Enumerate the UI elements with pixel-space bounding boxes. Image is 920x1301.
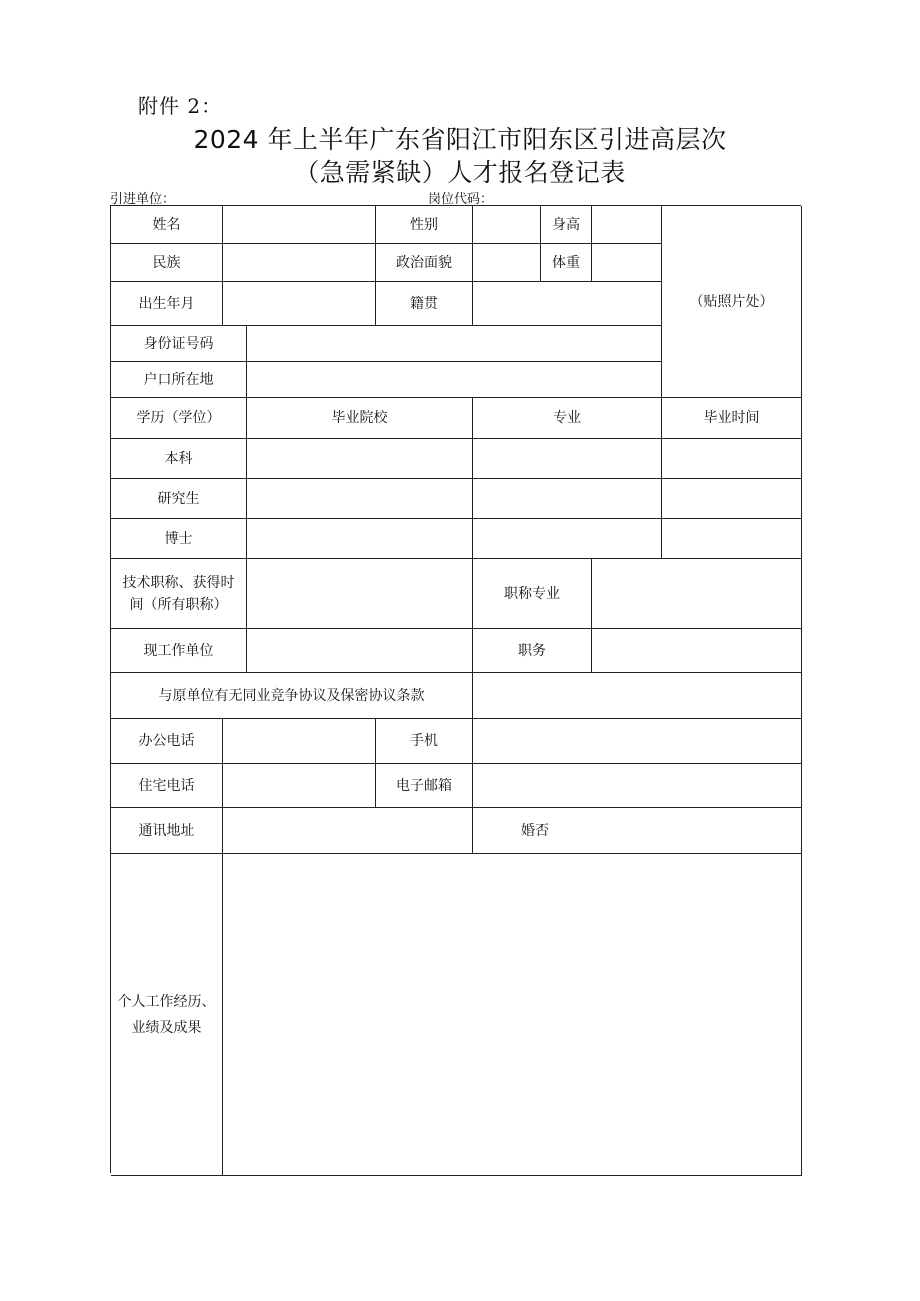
title-major-field[interactable] <box>592 559 802 629</box>
name-field[interactable] <box>223 206 376 244</box>
experience-label <box>111 854 223 1176</box>
doctor-label: 博士 <box>111 519 247 559</box>
noncompete-field[interactable] <box>473 673 802 719</box>
doctor-grad-time-field[interactable] <box>662 519 802 559</box>
weight-field[interactable] <box>592 244 662 282</box>
school-header: 毕业院校 <box>247 398 473 439</box>
bachelor-grad-time-field[interactable] <box>662 439 802 479</box>
bachelor-school-field[interactable] <box>247 439 473 479</box>
attachment-label: 附件 2： <box>138 94 223 118</box>
political-status-field[interactable] <box>473 244 541 282</box>
experience-label-line2: 业绩及成果 <box>131 1019 202 1036</box>
current-employer-field[interactable] <box>247 629 473 673</box>
technical-title-label-line2: 间（所有职称） <box>129 596 228 613</box>
home-phone-label: 住宅电话 <box>111 764 223 808</box>
title-major-label: 职称专业 <box>473 559 592 629</box>
grad-time-header: 毕业时间 <box>662 398 802 439</box>
height-label: 身高 <box>541 206 592 244</box>
master-label: 研究生 <box>111 479 247 519</box>
major-header: 专业 <box>473 398 662 439</box>
master-school-field[interactable] <box>247 479 473 519</box>
id-number-label: 身份证号码 <box>111 326 247 362</box>
email-field[interactable] <box>473 764 802 808</box>
mobile-field[interactable] <box>473 719 802 764</box>
weight-label: 体重 <box>541 244 592 282</box>
current-employer-label: 现工作单位 <box>111 629 247 673</box>
gender-field[interactable] <box>473 206 541 244</box>
bachelor-major-field[interactable] <box>473 439 662 479</box>
post-field[interactable] <box>592 629 802 673</box>
post-label: 职务 <box>473 629 592 673</box>
email-label: 电子邮箱 <box>376 764 473 808</box>
native-place-field[interactable] <box>473 282 662 326</box>
political-status-label: 政治面貌 <box>376 244 473 282</box>
noncompete-label: 与原单位有无同业竞争协议及保密协议条款 <box>111 673 473 719</box>
ethnicity-label: 民族 <box>111 244 223 282</box>
marital-status-label: 婚否 <box>521 822 549 839</box>
recruiting-unit-label: 引进单位： <box>110 192 176 207</box>
master-grad-time-field[interactable] <box>662 479 802 519</box>
office-phone-label: 办公电话 <box>111 719 223 764</box>
position-code-label: 岗位代码： <box>428 192 494 207</box>
form-title-line2: （急需紧缺）人才报名登记表 <box>294 158 626 187</box>
bachelor-label: 本科 <box>111 439 247 479</box>
birth-field[interactable] <box>223 282 376 326</box>
mobile-label: 手机 <box>376 719 473 764</box>
birth-label: 出生年月 <box>111 282 223 326</box>
height-field[interactable] <box>592 206 662 244</box>
technical-title-field[interactable] <box>247 559 473 629</box>
registration-form-table <box>110 205 801 1173</box>
experience-field[interactable] <box>223 854 802 1176</box>
master-major-field[interactable] <box>473 479 662 519</box>
form-title-line1: 2024 年上半年广东省阳江市阳东区引进高层次 <box>193 125 727 154</box>
doctor-school-field[interactable] <box>247 519 473 559</box>
native-place-label: 籍贯 <box>376 282 473 326</box>
experience-label-line1: 个人工作经历、 <box>117 993 216 1010</box>
address-label: 通讯地址 <box>111 808 223 854</box>
technical-title-label <box>111 559 247 629</box>
home-phone-field[interactable] <box>223 764 376 808</box>
gender-label: 性别 <box>376 206 473 244</box>
office-phone-field[interactable] <box>223 719 376 764</box>
address-field[interactable] <box>223 808 473 854</box>
education-header: 学历（学位） <box>111 398 247 439</box>
doctor-major-field[interactable] <box>473 519 662 559</box>
technical-title-label-line1: 技术职称、获得时 <box>122 574 235 591</box>
household-field[interactable] <box>247 362 662 398</box>
name-label: 姓名 <box>111 206 223 244</box>
id-number-field[interactable] <box>247 326 662 362</box>
ethnicity-field[interactable] <box>223 244 376 282</box>
household-label: 户口所在地 <box>111 362 247 398</box>
photo-area[interactable]: （贴照片处） <box>662 206 802 398</box>
marital-status-cell[interactable] <box>473 808 802 854</box>
